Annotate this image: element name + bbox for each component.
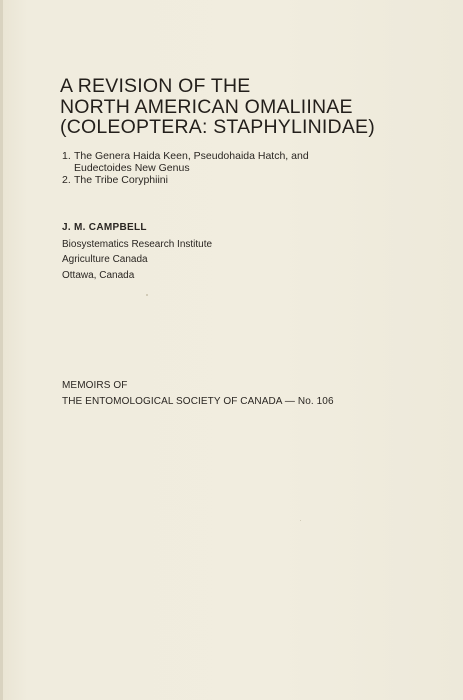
affiliation-line: Biosystematics Research Institute (62, 238, 213, 250)
contents-list (62, 150, 422, 187)
contents-item-1 (62, 150, 422, 174)
contents-item-2 (62, 174, 422, 186)
author-name: J. M. CAMPBELL (62, 222, 147, 233)
contents-item-text: The Genera Haida Keen, Pseudohaida Hatch, and (74, 150, 309, 162)
cover-title (60, 76, 440, 138)
title-line-3: (COLEOPTERA: STAPHYLINIDAE) (60, 116, 375, 138)
title-line-1: A REVISION OF THE (60, 75, 251, 97)
affiliation-line: Ottawa, Canada (62, 269, 135, 281)
paper-speck (146, 294, 148, 296)
series-line-1: MEMOIRS OF (62, 380, 128, 391)
author-block (62, 220, 362, 283)
contents-item-number: 1. (62, 150, 71, 162)
contents-item-text: Eudectoides New Genus (74, 162, 190, 175)
series-statement (62, 378, 422, 410)
series-line-2: THE ENTOMOLOGICAL SOCIETY OF CANADA — No. 106 (62, 395, 334, 407)
paper-speck (300, 520, 301, 521)
cover-edge (0, 0, 3, 700)
contents-item-number: 2. (62, 174, 71, 187)
contents-item-text: The Tribe Coryphiini (74, 174, 168, 187)
affiliation-line: Agriculture Canada (62, 254, 148, 266)
title-line-2: NORTH AMERICAN OMALIINAE (60, 95, 353, 118)
